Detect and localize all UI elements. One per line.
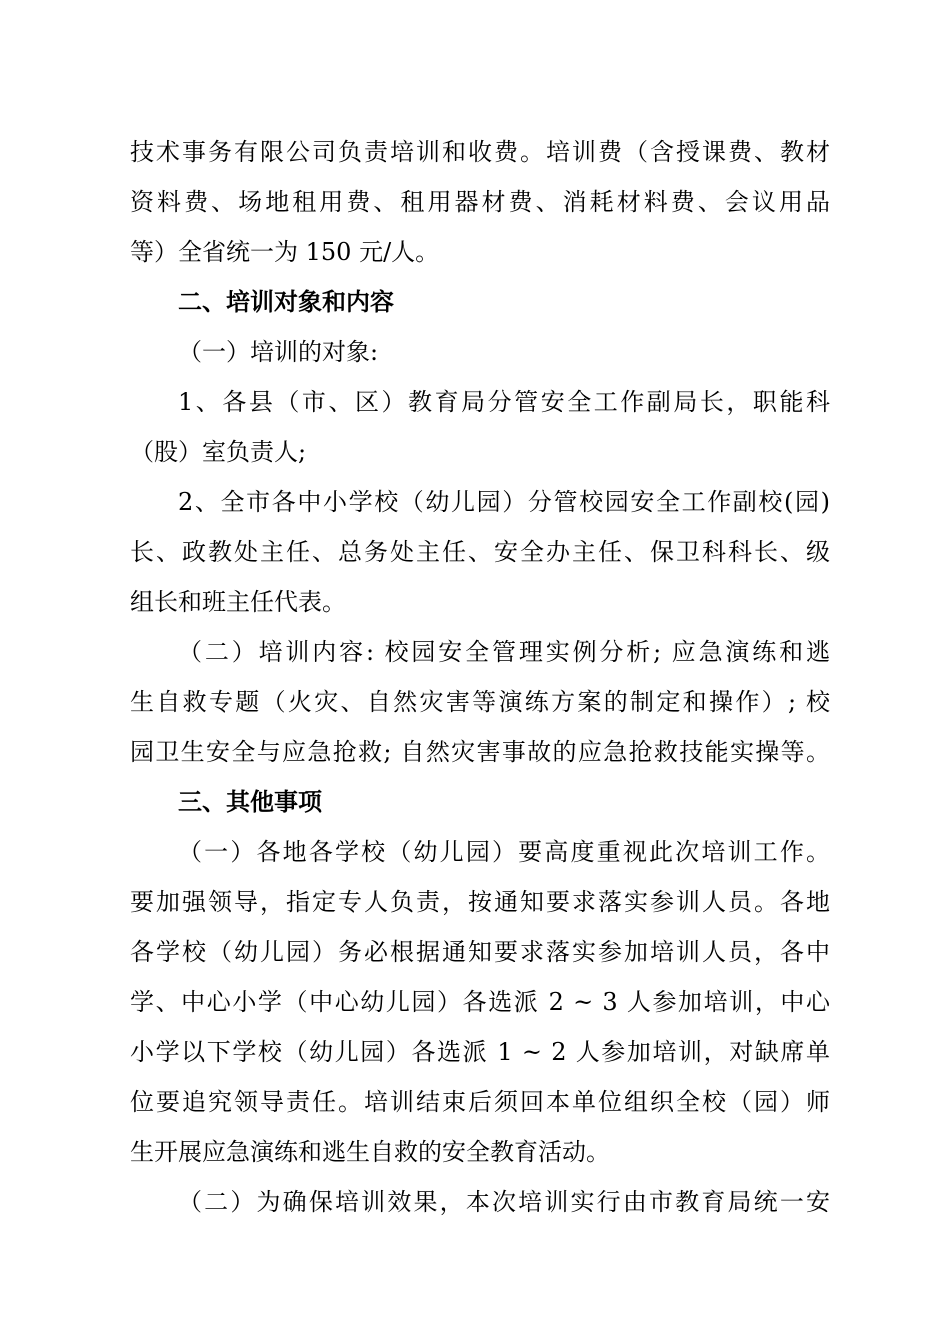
section-heading: 二、培训对象和内容 (178, 288, 394, 316)
paragraph-line: 园卫生安全与应急抢救; 自然灾害事故的应急抢救技能实操等。 (130, 738, 830, 766)
paragraph-line: 2、全市各中小学校（幼儿园）分管校园安全工作副校(园) (178, 488, 830, 516)
paragraph-line: （股）室负责人; (130, 438, 307, 466)
paragraph-line: 等）全省统一为 150 元/人。 (130, 238, 440, 266)
section-heading: 三、其他事项 (178, 788, 322, 816)
paragraph-line: （一）各地各学校（幼儿园）要高度重视此次培训工作。 (178, 838, 830, 866)
paragraph-line: 长、政教处主任、总务处主任、安全办主任、保卫科科长、级 (130, 538, 830, 566)
paragraph-line: 组长和班主任代表。 (130, 588, 346, 616)
paragraph-line: 资料费、场地租用费、租用器材费、消耗材料费、会议用品 (130, 188, 830, 216)
paragraph-line: （二）为确保培训效果，本次培训实行由市教育局统一安 (178, 1188, 830, 1216)
paragraph-line: 生自救专题（火灾、自然灾害等演练方案的制定和操作）; 校 (130, 688, 830, 716)
paragraph-line: 要加强领导，指定专人负责，按通知要求落实参训人员。各地 (130, 888, 830, 916)
paragraph-line: 1、各县（市、区）教育局分管安全工作副局长，职能科 (178, 388, 830, 416)
paragraph-line: 生开展应急演练和逃生自救的安全教育活动。 (130, 1138, 610, 1166)
paragraph-line: （二）培训内容: 校园安全管理实例分析; 应急演练和逃 (178, 638, 830, 666)
paragraph-line: 学、中心小学（中心幼儿园）各选派 2 ~ 3 人参加培训，中心 (130, 988, 830, 1016)
paragraph-line: 位要追究领导责任。培训结束后须回本单位组织全校（园）师 (130, 1088, 830, 1116)
paragraph-line: 各学校（幼儿园）务必根据通知要求落实参加培训人员，各中 (130, 938, 830, 966)
paragraph-line: 技术事务有限公司负责培训和收费。培训费（含授课费、教材 (130, 138, 830, 166)
subsection-heading: （一）培训的对象: (178, 338, 379, 366)
paragraph-line: 小学以下学校（幼儿园）各选派 1 ~ 2 人参加培训，对缺席单 (130, 1038, 830, 1066)
